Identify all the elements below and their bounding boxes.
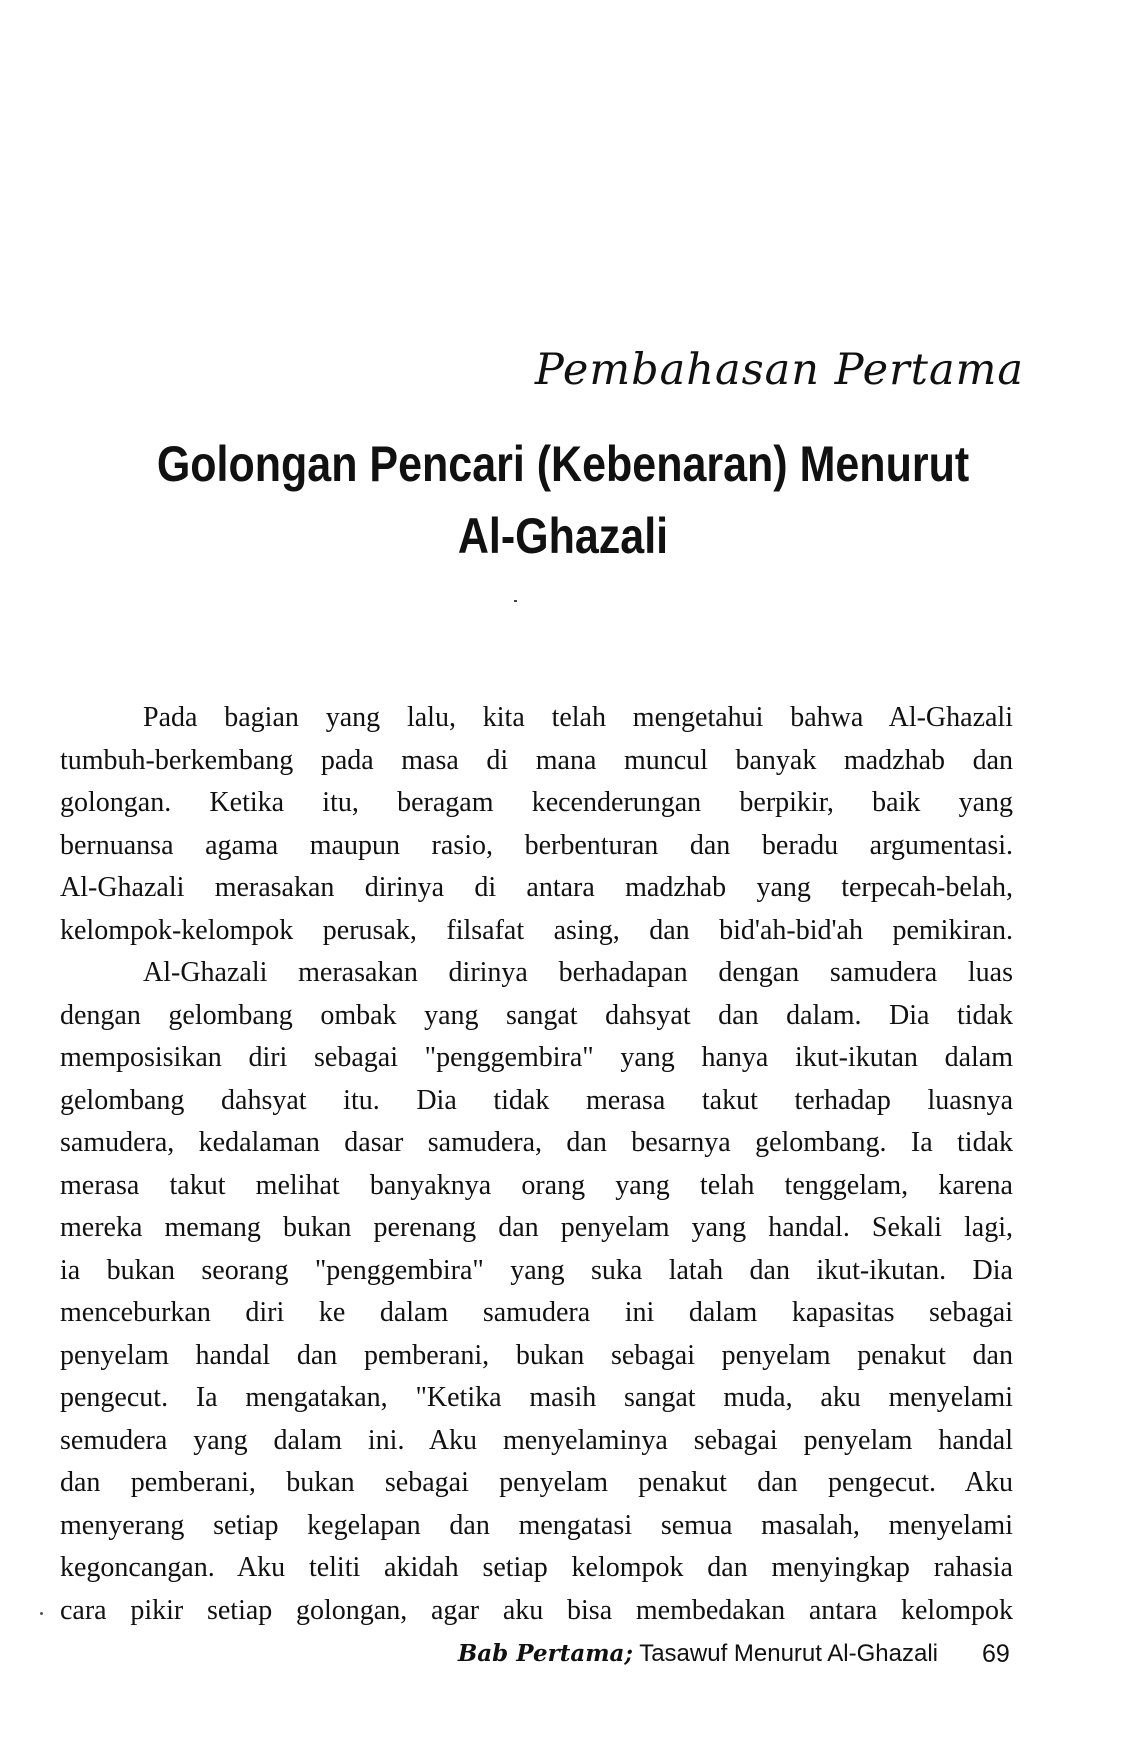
text-line: semudera yang dalam ini. Aku menyelaminya sebagai penyelam handal [60, 1424, 1013, 1456]
text-line: tumbuh-berkembang pada masa di mana muncul banyak madzhab dan [60, 744, 1013, 776]
section-label: Pembahasan Pertama [534, 345, 1024, 395]
text-line: Pada bagian yang lalu, kita telah mengetahui bahwa Al-Ghazali [143, 702, 1013, 733]
running-head-chapter: Bab Pertama; [457, 1640, 633, 1667]
text-line: kegoncangan. Aku teliti akidah setiap kelompok dan menyingkap rahasia [60, 1552, 1013, 1583]
print-speck [40, 1612, 43, 1615]
chapter-title-line-1: Golongan Pencari (Kebenaran) Menurut [156, 436, 970, 492]
page-number: 69 [982, 1640, 1010, 1668]
running-head [458, 1640, 938, 1668]
paragraph-1 [60, 697, 1013, 952]
text-line: dengan gelombang ombak yang sangat dahsyat dan dalam. Dia tidak [60, 999, 1013, 1031]
text-line: cara pikir setiap golongan, agar aku bisa membedakan antara kelompok [60, 1594, 1013, 1626]
text-line: kelompok-kelompok perusak, filsafat asing, dan bid'ah-bid'ah pemikiran. [60, 914, 1013, 946]
page-footer [0, 1640, 1126, 1680]
chapter-title-line-2: Al-Ghazali [457, 508, 669, 564]
text-line: dan pemberani, bukan sebagai penyelam penakut dan pengecut. Aku [60, 1467, 1013, 1498]
text-line: Al-Ghazali merasakan dirinya di antara madzhab yang terpecah-belah, [60, 872, 1013, 903]
text-line: menceburkan diri ke dalam samudera ini dalam kapasitas sebagai [60, 1297, 1013, 1328]
text-line: samudera, kedalaman dasar samudera, dan besarnya gelombang. Ia tidak [60, 1127, 1013, 1158]
print-speck [514, 600, 517, 602]
text-line: bernuansa agama maupun rasio, berbenturan dan beradu argumentasi. [60, 829, 1013, 861]
text-line: memposisikan diri sebagai "penggembira" yang hanya ikut-ikutan dalam [60, 1042, 1013, 1073]
text-line: Al-Ghazali merasakan dirinya berhadapan dengan samudera luas [143, 957, 1013, 988]
body-text [60, 697, 1013, 1632]
text-line: mereka memang bukan perenang dan penyelam yang handal. Sekali lagi, [60, 1212, 1013, 1243]
running-head-title: Tasawuf Menurut Al-Ghazali [639, 1640, 938, 1667]
text-line: pengecut. Ia mengatakan, "Ketika masih sangat muda, aku menyelami [60, 1382, 1013, 1413]
paragraph-2 [60, 952, 1013, 1632]
text-line: merasa takut melihat banyaknya orang yang telah tenggelam, karena [60, 1169, 1013, 1201]
chapter-title [130, 428, 995, 572]
text-line: gelombang dahsyat itu. Dia tidak merasa takut terhadap luasnya [60, 1084, 1013, 1116]
text-line: golongan. Ketika itu, beragam kecenderungan berpikir, baik yang [60, 787, 1013, 818]
text-line: ia bukan seorang "penggembira" yang suka latah dan ikut-ikutan. Dia [60, 1254, 1013, 1286]
text-line: menyerang setiap kegelapan dan mengatasi semua masalah, menyelami [60, 1509, 1013, 1541]
text-line: penyelam handal dan pemberani, bukan sebagai penyelam penakut dan [60, 1339, 1013, 1371]
